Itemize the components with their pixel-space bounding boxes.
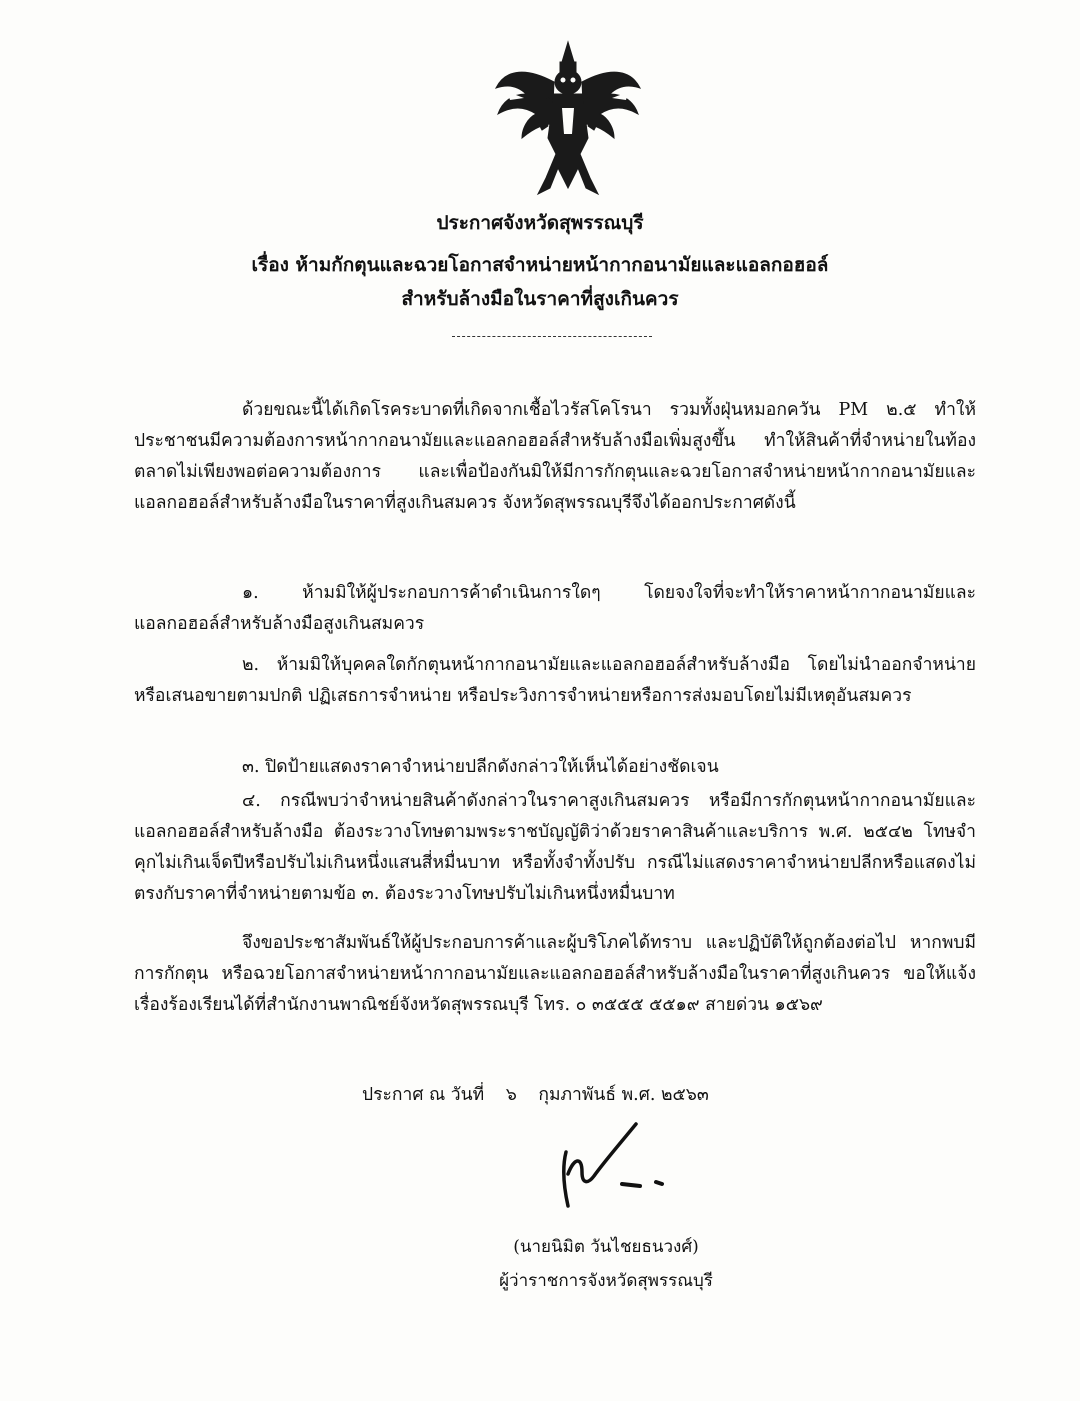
announcement-date	[362, 1080, 725, 1110]
handwritten-signature	[552, 1118, 682, 1218]
announcement-subject-line-2: สำหรับล้างมือในราคาที่สูงเกินควร	[401, 288, 679, 310]
clause-3-text: ๓. ปิดป้ายแสดงราคาจำหน่ายปลีกดังกล่าวให้เห็นได้อย่างชัดเจน	[242, 757, 719, 777]
clause-4	[134, 786, 976, 910]
clause-1	[134, 578, 976, 640]
date-prefix: ประกาศ ณ วันที่	[362, 1085, 485, 1105]
clause-2	[134, 650, 976, 712]
closing-text: จึงขอประชาสัมพันธ์ให้ผู้ประกอบการค้าและผู้บริโภคได้ทราบ และปฏิบัติให้ถูกต้องต่อไป หากพบมีการกักตุน หรือฉวยโอกาสจำหน่ายหน้ากากอนามัยและแอลกอฮอล์สำหรับล้างมือในราคาที่สูงเกินควร ขอให้แจ้งเรื่องร้องเรียนได้ที่สำนักงานพาณิชย์จังหวัดสุพรรณบุรี โทร. ๐ ๓๕๕๕ ๕๕๑๙ สายด่วน ๑๕๖๙	[134, 933, 976, 1015]
intro-text: ด้วยขณะนี้ได้เกิดโรคระบาดที่เกิดจากเชื้อไวรัสโคโรนา รวมทั้งฝุ่นหมอกควัน PM ๒.๕ ทำให้ประชาชนมีความต้องการหน้ากากอนามัยและแอลกอฮอล์สำหรับล้างมือเพิ่มสูงขึ้น ทำให้สินค้าที่จำหน่ายในท้องตลาดไม่เพียงพอต่อความต้องการ และเพื่อป้องกันมิให้มีการกักตุนและฉวยโอกาสจำหน่ายหน้ากากอนามัยและแอลกอฮอล์สำหรับล้างมือในราคาที่สูงเกินสมควร จังหวัดสุพรรณบุรีจึงได้ออกประกาศดังนี้	[134, 400, 976, 513]
date-month-year: กุมภาพันธ์ พ.ศ. ๒๕๖๓	[538, 1085, 709, 1105]
date-day: ๖	[505, 1085, 517, 1105]
signer-name: (นายนิมิต วันไชยธนวงศ์)	[513, 1237, 699, 1257]
clause-2-text: ๒. ห้ามมิให้บุคคลใดกักตุนหน้ากากอนามัยและแอลกอฮอล์สำหรับล้างมือ โดยไม่นำออกจำหน่ายหรือเสนอขายตามปกติ ปฏิเสธการจำหน่าย หรือประวิงการจำหน่ายหรือการส่งมอบโดยไม่มีเหตุอันสมควร	[134, 655, 976, 706]
announcement-title: ประกาศจังหวัดสุพรรณบุรี	[436, 212, 644, 234]
closing-paragraph	[134, 928, 976, 1021]
intro-paragraph	[134, 395, 976, 519]
clause-3	[134, 752, 976, 783]
clause-4-text: ๔. กรณีพบว่าจำหน่ายสินค้าดังกล่าวในราคาสูงเกินสมควร หรือมีการกักตุนหน้ากากอนามัยและแอลกอฮอล์สำหรับล้างมือ ต้องระวางโทษตามพระราชบัญญัติว่าด้วยราคาสินค้าและบริการ พ.ศ. ๒๕๔๒ โทษจำคุกไม่เกินเจ็ดปีหรือปรับไม่เกินหนึ่งแสนสี่หมื่นบาท หรือทั้งจำทั้งปรับ กรณีไม่แสดงราคาจำหน่ายปลีกหรือแสดงไม่ตรงกับราคาที่จำหน่ายตามข้อ ๓. ต้องระวางโทษปรับไม่เกินหนึ่งหมื่นบาท	[134, 791, 976, 904]
garuda-emblem-icon	[488, 38, 648, 198]
title-divider	[452, 336, 652, 337]
clause-1-text: ๑. ห้ามมิให้ผู้ประกอบการค้าดำเนินการใดๆ โดยจงใจที่จะทำให้ราคาหน้ากากอนามัยและแอลกอฮอล์สำหรับล้างมือสูงเกินสมควร	[134, 583, 976, 634]
announcement-subject-line-1: เรื่อง ห้ามกักตุนและฉวยโอกาสจำหน่ายหน้ากากอนามัยและแอลกอฮอล์	[251, 254, 829, 276]
signer-title: ผู้ว่าราชการจังหวัดสุพรรณบุรี	[499, 1271, 713, 1291]
